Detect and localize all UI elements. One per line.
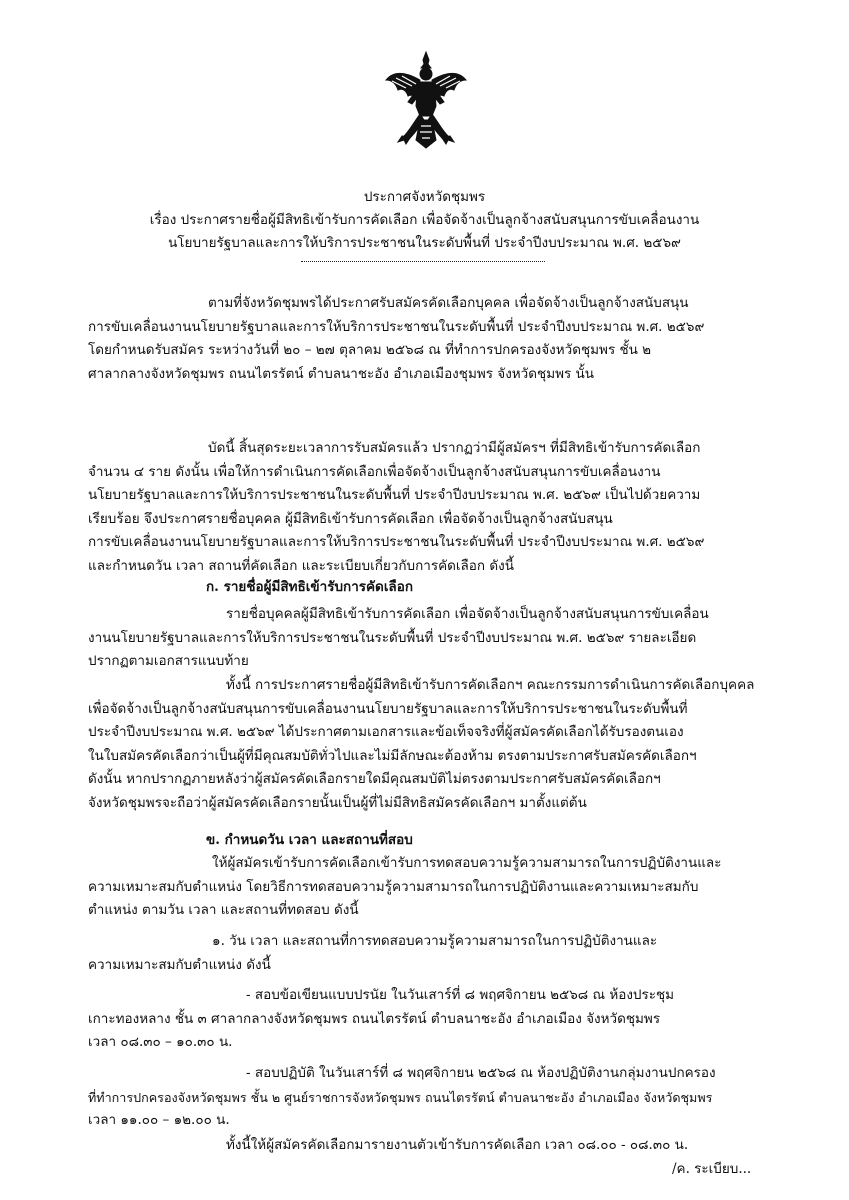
paragraph-line: ๑. วัน เวลา และสถานที่การทดสอบความรู้ความสามารถในการปฏิบัติงานและ xyxy=(212,933,658,949)
paragraph-line: ทั้งนี้ให้ผู้สมัครคัดเลือกมารายงานตัวเข้ารับการคัดเลือก เวลา ๐๘.๐๐ - ๐๘.๓๐ น. xyxy=(226,1137,689,1153)
paragraph-line: ที่ทำการปกครองจังหวัดชุมพร ชั้น ๒ ศูนย์ราชการจังหวัดชุมพร ถนนไตรรัตน์ ตำบลนาชะอัง อำเภอเมือง จังหวัดชุมพร xyxy=(88,1089,713,1105)
paragraph-written-exam xyxy=(88,984,768,1055)
paragraph-line: จำนวน ๔ ราย ดังนั้น เพื่อให้การดำเนินการคัดเลือกเพื่อจัดจ้างเป็นลูกจ้างสนับสนุนการขับเคลื่อนงาน xyxy=(88,463,661,480)
paragraph-line: การขับเคลื่อนงานนโยบายรัฐบาลและการให้บริการประชาชนในระดับพื้นที่ ประจำปีงบประมาณ พ.ศ. ๒๕๖๙ xyxy=(88,318,705,335)
paragraph-announcement xyxy=(88,437,768,578)
paragraph-line: บัดนี้ สิ้นสุดระยะเวลาการรับสมัครแล้ว ปรากฏว่ามีผู้สมัครฯ ที่มีสิทธิเข้ารับการคัดเลือก xyxy=(208,440,701,456)
paragraph-line: ดังนั้น หากปรากฏภายหลังว่าผู้สมัครคัดเลือกรายใดมีคุณสมบัติไม่ตรงตามประกาศรับสมัครคัดเลือกฯ xyxy=(88,771,661,787)
paragraph-exam-intro xyxy=(88,852,768,923)
paragraph-line: - สอบข้อเขียนแบบปรนัย ในวันเสาร์ที่ ๘ พฤศจิกายน ๒๕๖๘ ณ ห้องประชุม xyxy=(246,987,675,1003)
paragraph-line: เวลา ๐๘.๓๐ – ๑๐.๓๐ น. xyxy=(88,1034,233,1050)
paragraph-line: งานนโยบายรัฐบาลและการให้บริการประชาชนในระดับพื้นที่ ประจำปีงบประมาณ พ.ศ. ๒๕๖๙ รายละเอียด xyxy=(88,629,697,646)
paragraph-line: ในใบสมัครคัดเลือกว่าเป็นผู้ที่มีคุณสมบัติทั่วไปและไม่มีลักษณะต้องห้าม ตรงตามประกาศรับสมัครคัดเลือกฯ xyxy=(88,747,697,764)
paragraph-intro xyxy=(88,292,768,386)
paragraph-line: ศาลากลางจังหวัดชุมพร ถนนไตรรัตน์ ตำบลนาชะอัง อำเภอเมืองชุมพร จังหวัดชุมพร นั้น xyxy=(88,365,594,382)
paragraph-line: เรียบร้อย จึงประกาศรายชื่อบุคคล ผู้มีสิทธิเข้ารับการคัดเลือก เพื่อจัดจ้างเป็นลูกจ้างสนับสนุน xyxy=(88,510,613,527)
paragraph-line: ตำแหน่ง ตามวัน เวลา และสถานที่ทดสอบ ดังนี้ xyxy=(88,902,359,918)
paragraph-line: ทั้งนี้ การประกาศรายชื่อผู้มีสิทธิเข้ารับการคัดเลือกฯ คณะกรรมการดำเนินการคัดเลือกบุคคล xyxy=(226,677,755,693)
paragraph-line: ประจำปีงบประมาณ พ.ศ. ๒๕๖๙ ได้ประกาศตามเอกสารและข้อเท็จจริงที่ผู้สมัครคัดเลือกได้รับรองตนเอง xyxy=(88,724,684,740)
subject-line-1: เรื่อง ประกาศรายชื่อผู้มีสิทธิเข้ารับการคัดเลือก เพื่อจัดจ้างเป็นลูกจ้างสนับสนุนการขับเคลื่อนงาน xyxy=(149,212,700,228)
paragraph-line: ความเหมาะสมกับตำแหน่ง โดยวิธีการทดสอบความรู้ความสามารถในการปฏิบัติงานและความเหมาะสมกับ xyxy=(88,878,699,895)
paragraph-reporting-time xyxy=(88,1134,768,1158)
paragraph-line: เวลา ๑๑.๐๐ – ๑๒.๐๐ น. xyxy=(88,1112,230,1128)
announcement-title: ประกาศจังหวัดชุมพร xyxy=(363,189,486,205)
paragraph-line: รายชื่อบุคคลผู้มีสิทธิเข้ารับการคัดเลือก เพื่อจัดจ้างเป็นลูกจ้างสนับสนุนการขับเคลื่อน xyxy=(226,606,709,622)
section-heading-b: ข. กำหนดวัน เวลา และสถานที่สอบ xyxy=(206,832,413,848)
continuation-marker: /ค. ระเบียบ... xyxy=(672,1161,752,1177)
paragraph-practical-exam xyxy=(88,1062,768,1133)
paragraph-candidate-list xyxy=(88,603,768,674)
subject-line-2: นโยบายรัฐบาลและการให้บริการประชาชนในระดับพื้นที่ ประจำปีงบประมาณ พ.ศ. ๒๕๖๙ xyxy=(168,235,681,251)
paragraph-line: และกำหนดวัน เวลา สถานที่คัดเลือก และระเบียบเกี่ยวกับการคัดเลือก ดังนี้ xyxy=(88,557,514,574)
paragraph-line: เกาะทองหลาง ชั้น ๓ ศาลากลางจังหวัดชุมพร ถนนไตรรัตน์ ตำบลนาชะอัง อำเภอเมือง จังหวัดชุมพร xyxy=(88,1010,661,1027)
paragraph-line: ให้ผู้สมัครเข้ารับการคัดเลือกเข้ารับการทดสอบความรู้ความสามารถในการปฏิบัติงานและ xyxy=(212,855,722,871)
title-divider xyxy=(301,261,545,262)
paragraph-conditions xyxy=(88,674,768,815)
garuda-emblem-icon xyxy=(384,50,468,150)
paragraph-line: ตามที่จังหวัดชุมพรได้ประกาศรับสมัครคัดเลือกบุคคล เพื่อจัดจ้างเป็นลูกจ้างสนับสนุน xyxy=(208,295,689,311)
section-heading-a: ก. รายชื่อผู้มีสิทธิเข้ารับการคัดเลือก xyxy=(206,579,413,595)
paragraph-line: การขับเคลื่อนงานนโยบายรัฐบาลและการให้บริการประชาชนในระดับพื้นที่ ประจำปีงบประมาณ พ.ศ. ๒๕๖๙ xyxy=(88,534,705,550)
paragraph-line: นโยบายรัฐบาลและการให้บริการประชาชนในระดับพื้นที่ ประจำปีงบประมาณ พ.ศ. ๒๕๖๙ เป็นไปด้วยความ xyxy=(88,487,701,503)
paragraph-line: จังหวัดชุมพรจะถือว่าผู้สมัครคัดเลือกรายนั้นเป็นผู้ที่ไม่มีสิทธิสมัครคัดเลือกฯ มาตั้งแต่ต้น xyxy=(88,794,587,811)
paragraph-line: ความเหมาะสมกับตำแหน่ง ดังนี้ xyxy=(88,956,271,973)
paragraph-exam-schedule xyxy=(88,930,768,977)
paragraph-line: เพื่อจัดจ้างเป็นลูกจ้างสนับสนุนการขับเคลื่อนงานนโยบายรัฐบาลและการให้บริการประชาชนในระดับพื้นที่ xyxy=(88,700,688,717)
paragraph-line: โดยกำหนดรับสมัคร ระหว่างวันที่ ๒๐ – ๒๗ ตุลาคม ๒๕๖๘ ณ ที่ทำการปกครองจังหวัดชุมพร ชั้น ๒ xyxy=(88,342,652,358)
paragraph-line: - สอบปฏิบัติ ในวันเสาร์ที่ ๘ พฤศจิกายน ๒๕๖๘ ณ ห้องปฏิบัติงานกลุ่มงานปกครอง xyxy=(246,1065,716,1081)
document-title xyxy=(80,186,769,255)
paragraph-line: ปรากฏตามเอกสารแนบท้าย xyxy=(88,653,249,669)
